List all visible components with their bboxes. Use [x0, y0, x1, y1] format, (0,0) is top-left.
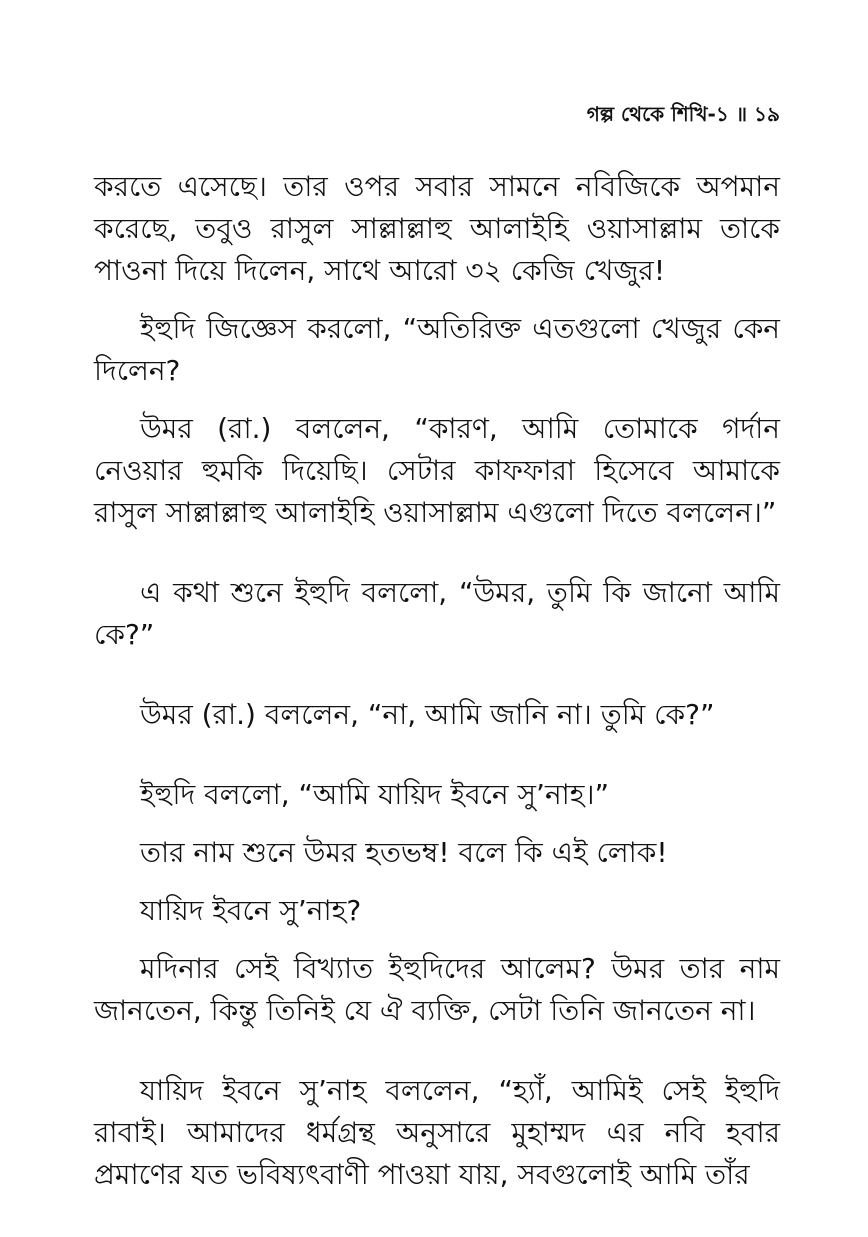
paragraph-3: উমর (রা.) বললেন, “কারণ, আমি তোমাকে গর্দান নেওয়ার হুমকি দিয়েছি। সেটার কাফফারা হিসেবে আমাকে রাসুল সাল্লাল্লাহু আলাইহি ওয়াসাল্লাম এগুলো দিতে বললেন।” — [94, 412, 780, 529]
paragraph-2: ইহুদি জিজ্ঞেস করলো, “অতিরিক্ত এতগুলো খেজুর কেন দিলেন? — [94, 312, 780, 387]
paragraph-1: করতে এসেছে। তার ওপর সবার সামনে নবিজিকে অপমান করেছে, তবুও রাসুল সাল্লাল্লাহু আলাইহি ওয়াসাল্লাম তাকে পাওনা দিয়ে দিলেন, সাথে আরো ৩২ কেজি খেজুর! — [94, 170, 780, 287]
paragraph-5: উমর (রা.) বললেন, “না, আমি জানি না। তুমি কে?” — [140, 698, 715, 731]
paragraph-9: মদিনার সেই বিখ্যাত ইহুদিদের আলেম? উমর তার নাম জানতেন, কিন্তু তিনিই যে ঐ ব্যক্তি, সেটা তিনি জানতেন না। — [94, 952, 780, 1027]
running-header: গল্প থেকে শিখি-১ ॥ ১৯ — [586, 102, 780, 126]
paragraph-7: তার নাম শুনে উমর হতভম্ব! বলে কি এই লোক! — [140, 836, 668, 869]
paragraph-10: যায়িদ ইবনে সু’নাহ বললেন, “হ্যাঁ, আমিই সেই ইহুদি রাবাই। আমাদের ধর্মগ্রন্থ অনুসারে মুহাম্মদ এর নবি হবার প্রমাণের যত ভবিষ্যৎবাণী পাওয়া যায়, সবগুলোই আমি তাঁর — [94, 1074, 780, 1191]
paragraph-4: এ কথা শুনে ইহুদি বললো, “উমর, তুমি কি জানো আমি কে?” — [94, 576, 780, 651]
paragraph-8: যায়িদ ইবনে সু’নাহ? — [140, 894, 362, 927]
paragraph-6: ইহুদি বললো, “আমি যায়িদ ইবনে সু’নাহ।” — [140, 778, 610, 811]
